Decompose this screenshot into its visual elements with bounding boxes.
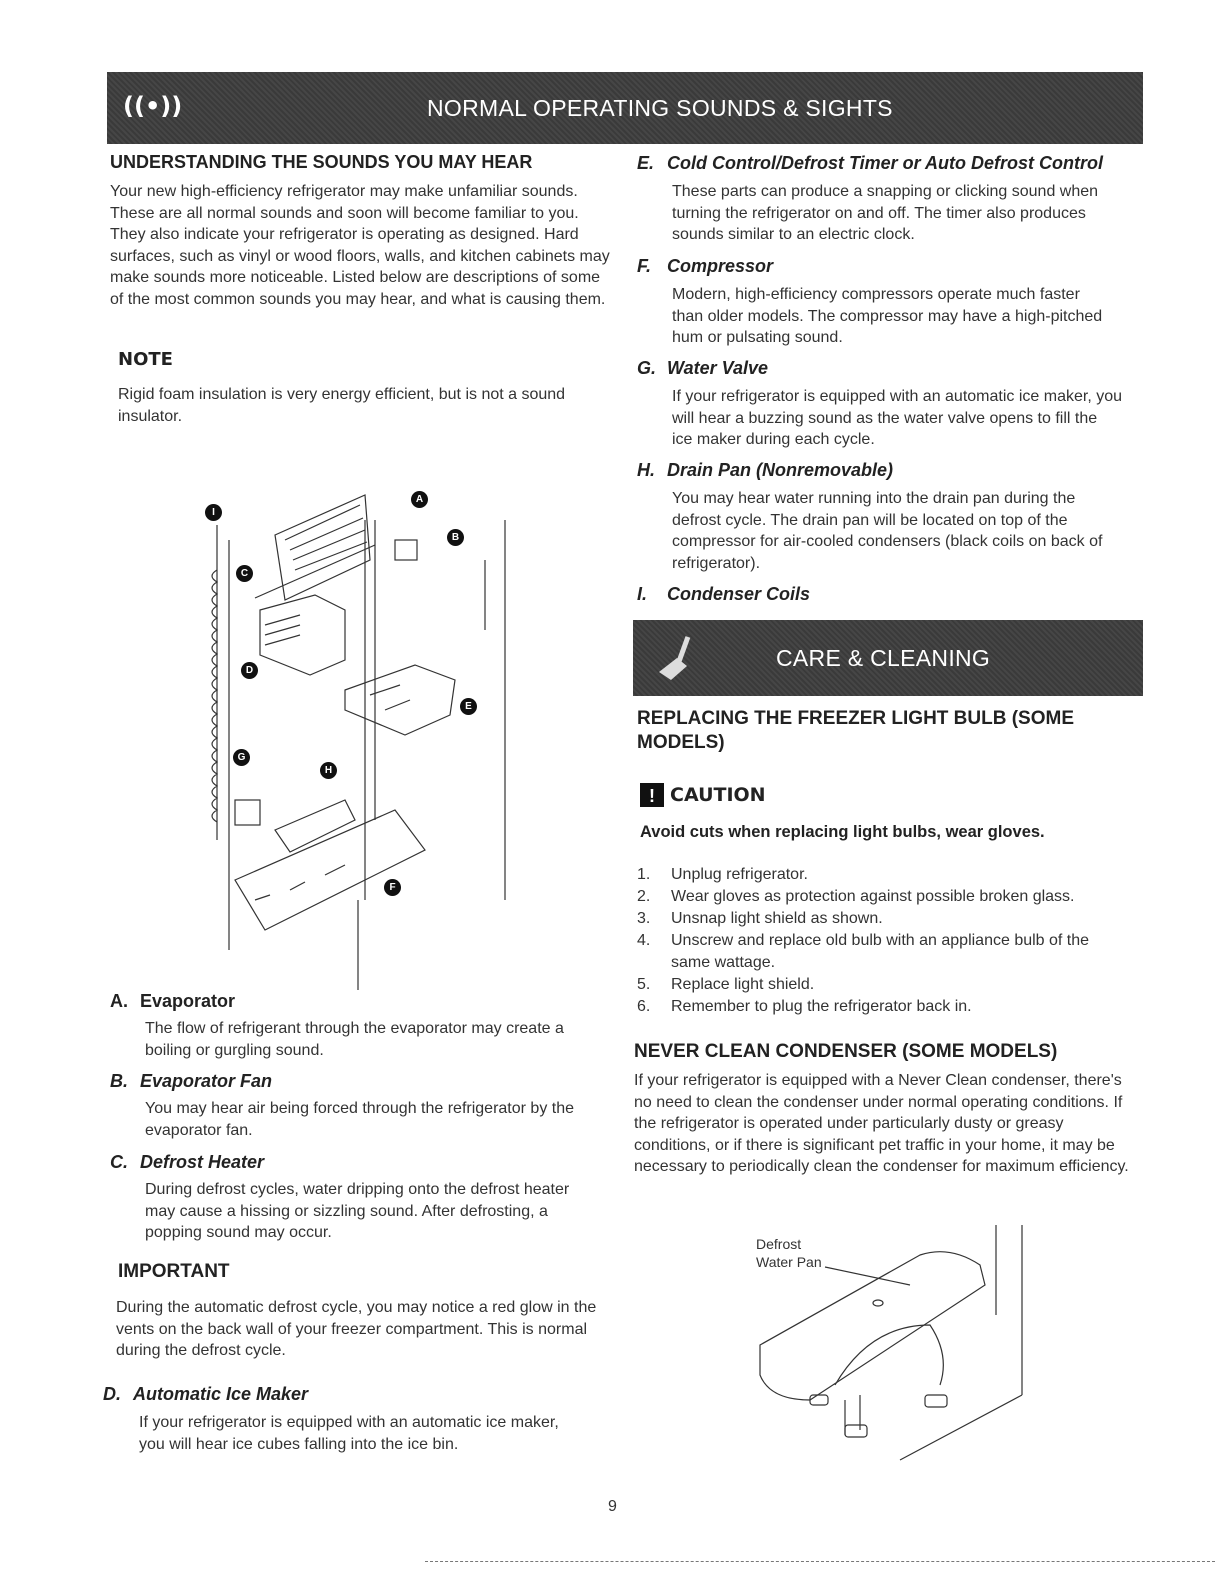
sound-waves-icon: ((•)) bbox=[123, 92, 183, 120]
item-i-title: Condenser Coils bbox=[667, 584, 811, 604]
item-f-heading bbox=[637, 256, 773, 277]
defrost-water-pan-diagram bbox=[750, 1225, 1030, 1465]
cleaning-hand-icon bbox=[651, 632, 697, 684]
section-banner-care bbox=[633, 620, 1143, 696]
item-d-letter: D. bbox=[103, 1384, 121, 1404]
note-label: NOTE bbox=[118, 349, 173, 370]
important-text: During the automatic defrost cycle, you may notice a red glow in the vents on the back wall of your freezer compartment. This is normal during the defrost cycle. bbox=[116, 1299, 597, 1359]
item-b-letter: B. bbox=[110, 1071, 128, 1091]
item-c-letter: C. bbox=[110, 1152, 128, 1172]
item-b-heading bbox=[110, 1071, 272, 1092]
note-text: Rigid foam insulation is very energy efficient, but is not a sound insulator. bbox=[118, 386, 566, 425]
light-bulb-heading: REPLACING THE FREEZER LIGHT BULB (SOME MODELS) bbox=[637, 708, 1074, 753]
item-h-text: You may hear water running into the drain pan during the defrost cycle. The drain pan will be located on top of the compressor for air-cooled condensers (black coils on back of refrigerator). bbox=[672, 490, 1103, 572]
item-g-title: Water Valve bbox=[667, 358, 769, 378]
callout-a: A bbox=[411, 491, 428, 508]
item-f-letter: F. bbox=[637, 256, 652, 276]
callout-c: C bbox=[236, 565, 253, 582]
item-f-title: Compressor bbox=[667, 256, 774, 276]
callout-e: E bbox=[460, 698, 477, 715]
list-item: 2. Wear gloves as protection against possible broken glass. bbox=[637, 888, 1075, 905]
item-d-heading bbox=[103, 1384, 308, 1405]
footer-rule bbox=[425, 1561, 1215, 1562]
caution-label: CAUTION bbox=[670, 784, 766, 806]
list-item: 6. Remember to plug the refrigerator back in. bbox=[637, 998, 972, 1015]
callout-i: I bbox=[205, 504, 222, 521]
item-a-title: Evaporator bbox=[140, 991, 236, 1011]
caution-header bbox=[640, 783, 766, 807]
item-c-text: During defrost cycles, water dripping onto the defrost heater may cause a hissing or sizzling sound. After defrosting, a popping sound may occur. bbox=[145, 1181, 570, 1241]
item-c-heading bbox=[110, 1152, 264, 1173]
item-h-heading bbox=[637, 460, 893, 481]
caution-text: Avoid cuts when replacing light bulbs, wear gloves. bbox=[640, 823, 1045, 841]
item-a-text: The flow of refrigerant through the evaporator may create a boiling or gurgling sound. bbox=[145, 1020, 564, 1059]
never-clean-heading: NEVER CLEAN CONDENSER (SOME MODELS) bbox=[634, 1041, 1058, 1062]
bulb-steps-list bbox=[637, 864, 1127, 1018]
item-b-title: Evaporator Fan bbox=[140, 1071, 273, 1091]
callout-b: B bbox=[447, 529, 464, 546]
never-clean-text: If your refrigerator is equipped with a Never Clean condenser, there's no need to clean the condenser under normal operating conditions. If the refrigerator is operated under particularly dusty or greasy conditions, or if there is significant pet traffic in your home, it may be necessary to periodically clean the condenser for maximum efficiency. bbox=[634, 1072, 1129, 1175]
callout-f: F bbox=[384, 879, 401, 896]
item-e-title: Cold Control/Defrost Timer or Auto Defrost Control bbox=[667, 153, 1103, 173]
item-g-text: If your refrigerator is equipped with an automatic ice maker, you will hear a buzzing sound as the water valve opens to fill the ice maker during each cycle. bbox=[672, 388, 1122, 448]
list-item: 1. Unplug refrigerator. bbox=[637, 866, 808, 883]
figure-label-line2: Water Pan bbox=[756, 1254, 822, 1270]
item-a-heading bbox=[110, 991, 235, 1012]
callout-d: D bbox=[241, 662, 258, 679]
intro-paragraph: Your new high-efficiency refrigerator may make unfamiliar sounds. These are all normal sounds and soon will become familiar to you. They also indicate your refrigerator is operating as designed. Hard surfaces, such as vinyl or wood floors, walls, and kitchen cabinets may make sounds more noticeable. Listed below are descriptions of some of the most common sounds you may hear, and what is causing them. bbox=[110, 183, 610, 308]
item-a-letter: A. bbox=[110, 991, 128, 1011]
callout-h: H bbox=[320, 762, 337, 779]
refrigerator-components-diagram bbox=[195, 480, 525, 990]
item-e-letter: E. bbox=[637, 153, 655, 173]
item-h-title: Drain Pan (Nonremovable) bbox=[667, 460, 894, 480]
warning-icon: ! bbox=[640, 783, 664, 807]
item-c-title: Defrost Heater bbox=[140, 1152, 265, 1172]
section-heading: UNDERSTANDING THE SOUNDS YOU MAY HEAR bbox=[110, 152, 533, 172]
list-item: 5. Replace light shield. bbox=[637, 976, 815, 993]
list-item: 3. Unsnap light shield as shown. bbox=[637, 910, 883, 927]
item-g-heading bbox=[637, 358, 768, 379]
page-number: 9 bbox=[608, 1498, 617, 1515]
item-i-heading bbox=[637, 584, 810, 605]
figure-label-line1: Defrost bbox=[756, 1236, 802, 1252]
banner-title: NORMAL OPERATING SOUNDS & SIGHTS bbox=[427, 94, 893, 121]
callout-g: G bbox=[233, 749, 250, 766]
important-label: IMPORTANT bbox=[118, 1261, 230, 1282]
item-i-letter: I. bbox=[637, 584, 648, 604]
item-d-text: If your refrigerator is equipped with an automatic ice maker, you will hear ice cubes falling into the ice bin. bbox=[139, 1414, 559, 1453]
item-e-text: These parts can produce a snapping or clicking sound when turning the refrigerator on and off. The timer also produces sounds similar to an electric clock. bbox=[672, 183, 1099, 243]
section-banner-sounds bbox=[107, 72, 1143, 144]
banner-title: CARE & CLEANING bbox=[776, 644, 991, 671]
item-d-title: Automatic Ice Maker bbox=[133, 1384, 309, 1404]
list-item: 4. Unscrew and replace old bulb with an appliance bulb of the same wattage. bbox=[637, 932, 1090, 971]
item-b-text: You may hear air being forced through the refrigerator by the evaporator fan. bbox=[145, 1100, 574, 1139]
item-f-text: Modern, high-efficiency compressors operate much faster than older models. The compressor may have a high-pitched hum or pulsating sound. bbox=[672, 286, 1103, 346]
item-e-heading bbox=[637, 153, 1157, 174]
item-g-letter: G. bbox=[637, 358, 657, 378]
item-h-letter: H. bbox=[637, 460, 655, 480]
